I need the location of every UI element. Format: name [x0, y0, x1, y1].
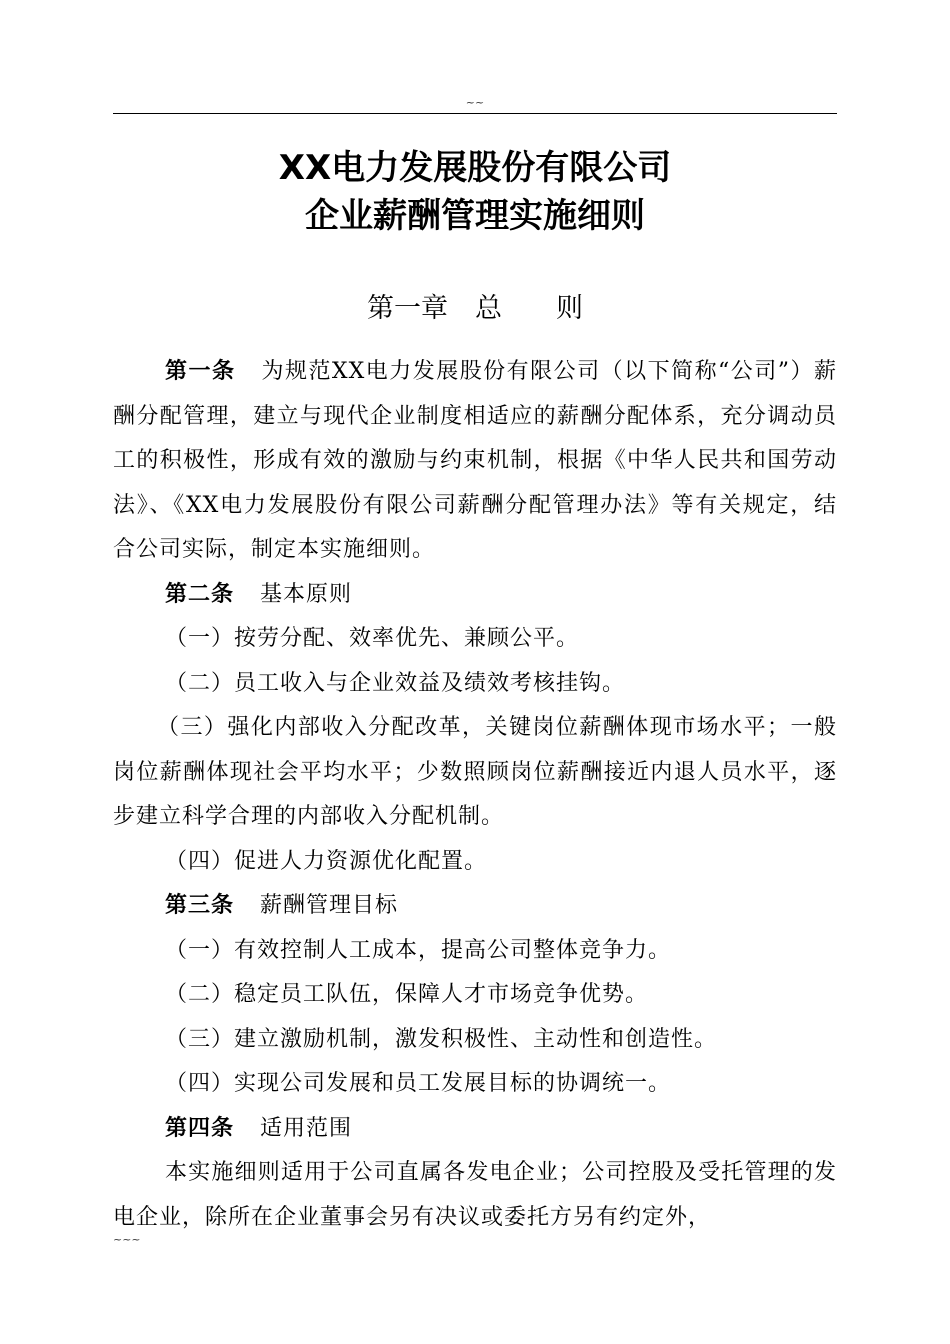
article-3-paragraph	[113, 884, 837, 929]
header-mark: ~~	[465, 96, 485, 109]
article-4-heading: 适用范围	[260, 1115, 353, 1141]
article-2-label: 第二条	[165, 581, 235, 607]
article-1-label: 第一条	[165, 359, 236, 384]
article-1-text: 为规范XX电力发展股份有限公司（以下简称“公司”）薪酬分配管理，建立与现代企业制度相适应的薪酬分配体系，充分调动员工的积极性，形成有效的激励与约束机制，根据《中华人民共和国劳动法》、《XX电力发展股份有限公司薪酬分配管理办法》等有关规定，结合公司实际，制定本实施细则。	[113, 359, 837, 562]
article-3-label: 第三条	[165, 893, 235, 918]
article-3-item: （二）稳定员工队伍，保障人才市场竞争优势。	[165, 982, 649, 1007]
article-3-item: （四）实现公司发展和员工发展目标的协调统一。	[165, 1071, 672, 1096]
article-2-heading: 基本原则	[260, 581, 353, 607]
article-2-item: （四）促进人力资源优化配置。	[165, 848, 488, 874]
document-title-line1: XX电力发展股份有限公司	[278, 148, 672, 188]
article-4-label: 第四条	[165, 1115, 235, 1141]
article-2-item: （一）按劳分配、效率优先、兼顾公平。	[165, 626, 580, 651]
document-body	[113, 350, 837, 1240]
article-2-item: （二）员工收入与企业效益及绩效考核挂钩。	[165, 670, 626, 696]
article-2-item: （三）强化内部收入分配改革，关键岗位薪酬体现市场水平；一般岗位薪酬体现社会平均水平；少数照顾岗位薪酬接近内退人员水平，逐步建立科学合理的内部收入分配机制。	[113, 715, 837, 829]
article-3-item: （一）有效控制人工成本，提高公司整体竞争力。	[165, 937, 672, 963]
document-title-line2: 企业薪酬管理实施细则	[305, 196, 645, 236]
chapter-heading: 第一章 总 则	[367, 293, 583, 324]
header-rule	[113, 113, 837, 114]
article-3-item: （三）建立激励机制，激发积极性、主动性和创造性。	[165, 1026, 718, 1052]
article-2-paragraph	[113, 573, 837, 618]
article-1-paragraph	[113, 350, 837, 573]
footer-mark: ~~~	[113, 1233, 141, 1246]
article-4-paragraph	[113, 1107, 837, 1152]
article-3-heading: 薪酬管理目标	[260, 893, 399, 918]
article-4-text: 本实施细则适用于公司直属各发电企业；公司控股及受托管理的发电企业，除所在企业董事会另有决议或委托方另有约定外，	[113, 1160, 837, 1230]
